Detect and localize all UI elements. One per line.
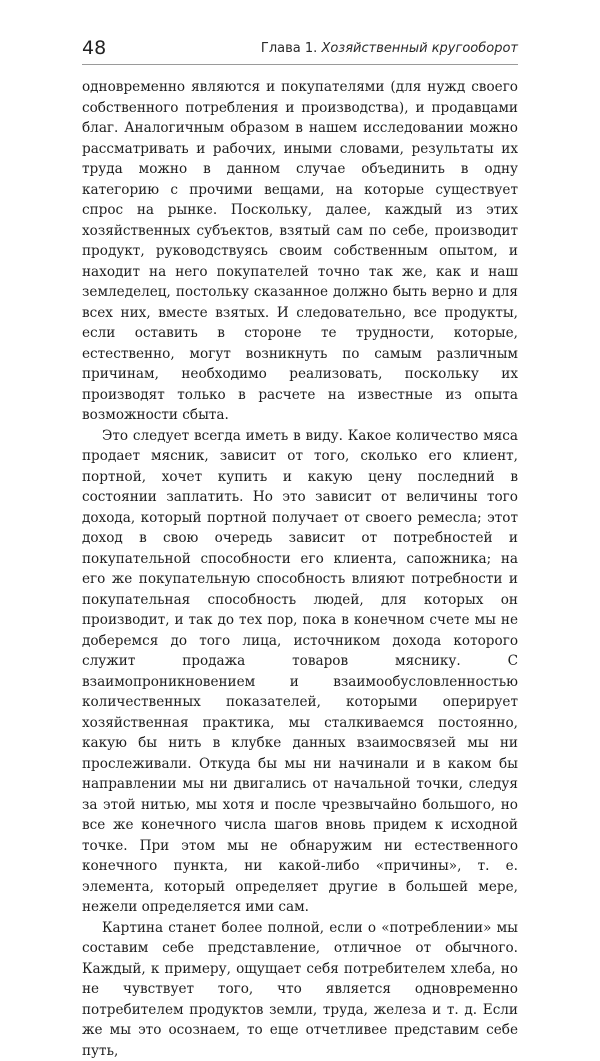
paragraph-1: одновременно являются и покупателями (для нужд своего собственного потребления и производства), и продавцами благ. Аналогичным образом в нашем исследовании можно рассматривать и рабочих, иными словами, результаты их труда можно в данном случае объединить в одну категорию с прочими вещами, на которые существует спрос на рынке. Поскольку, далее, каждый из этих хозяйственных субъектов, взятый сам по себе, производит продукт, руководствуясь своим собственным опытом, и находит на него покупателей точно так же, как и наш земледелец, постольку сказанное должно быть верно и для всех них, вместе взятых. И следовательно, все продукты, если оставить в стороне те трудности, которые, естественно, могут возникнуть по самым различным причинам, необходимо реализовать, поскольку их производят только в расчете на известные из опыта возможности сбыта. — [82, 77, 518, 426]
chapter-title: Хозяйственный кругооборот — [321, 41, 518, 56]
paragraph-2: Это следует всегда иметь в виду. Какое количество мяса продает мясник, зависит от того, сколько его клиент, портной, хочет купить и какую цену последний в состоянии заплатить. Но это зависит от величины того дохода, который портной получает от своего ремесла; этот доход в свою очередь зависит от потребностей и покупательной способности его клиента, сапожника; на его же покупательную способность влияют потребности и покупательная способность людей, для которых он производит, и так до тех пор, пока в конечном счете мы не доберемся до того лица, источником дохода которого служит продажа товаров мяснику. С взаимопроникновением и взаимообусловленностью количественных показателей, которыми оперирует хозяйственная практика, мы сталкиваемся постоянно, какую бы нить в клубке данных взаимосвязей мы ни прослеживали. Откуда бы мы ни начинали и в каком бы направлении мы ни двигались от начальной точки, следуя за этой нитью, мы хотя и после чрезвычайно большого, но все же конечного числа шагов вновь придем к исходной точке. При этом мы не обнаружим ни естественного конечного пункта, ни какой-либо «причины», т. е. элемента, который определяет другие в большей мере, нежели определяется ими сам. — [82, 426, 518, 918]
paragraph-3: Картина станет более полной, если о «потреблении» мы составим себе представление, отличное от обычного. Каждый, к примеру, ощущает себя потребителем хлеба, но не чувствует того, что является одновременно потребителем продуктов земли, труда, железа и т. д. Если же мы это осознаем, то еще отчетливее представим себе путь, — [82, 918, 518, 1061]
page-number: 48 — [82, 36, 106, 60]
page-header — [82, 36, 518, 64]
chapter-label: Глава 1. — [261, 41, 317, 56]
header-rule — [82, 64, 518, 65]
body-text — [82, 77, 518, 1061]
running-head — [261, 39, 518, 59]
